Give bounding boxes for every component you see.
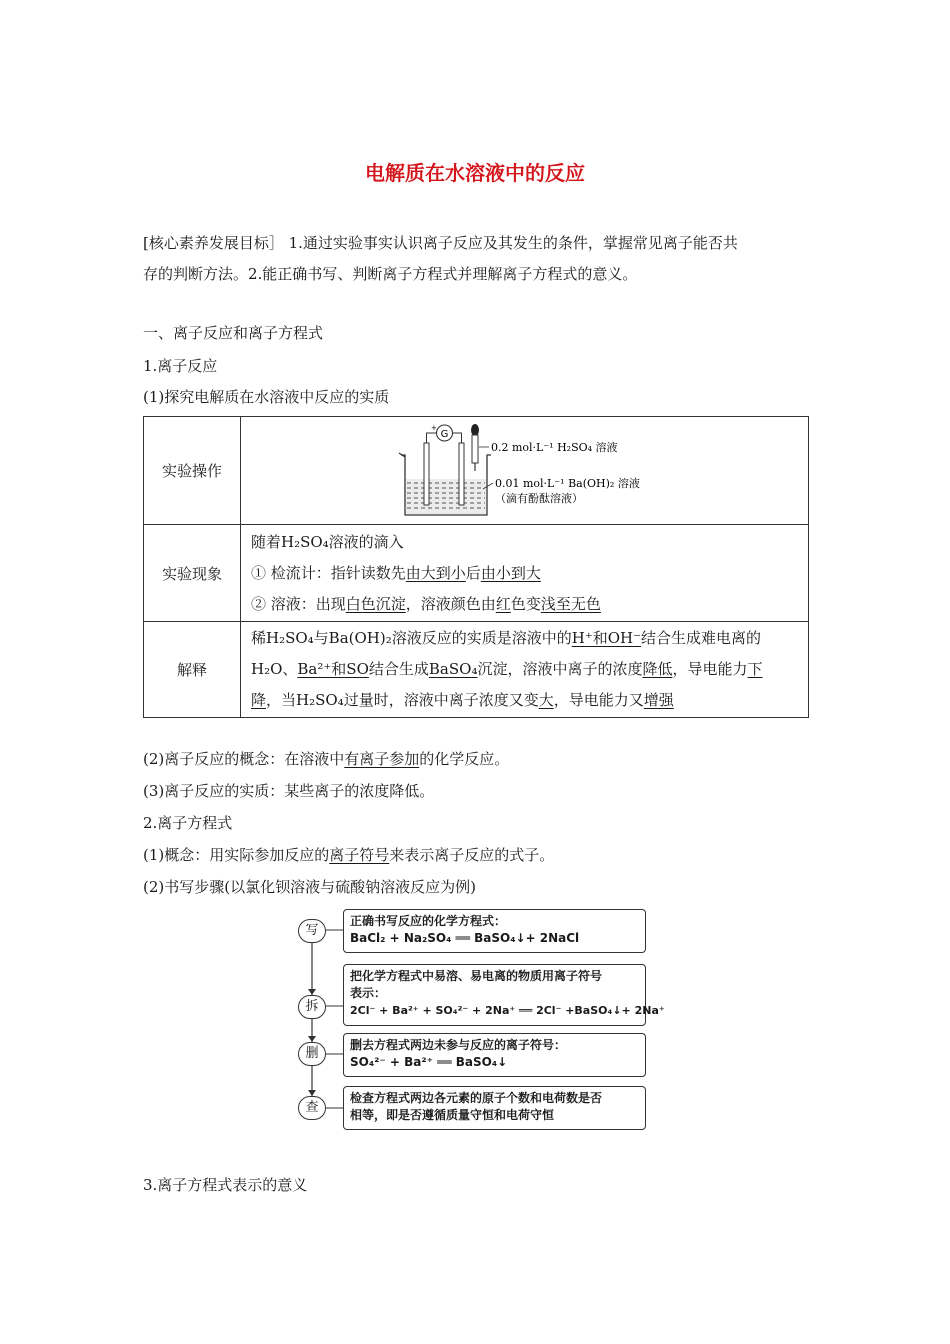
label-h2so4: 0.2 mol·L⁻¹ H₂SO₄ 溶液 — [491, 440, 618, 454]
blank-answer: 有离子参加 — [344, 750, 420, 768]
label-baoh2: 0.01 mol·L⁻¹ Ba(OH)₂ 溶液 — [495, 476, 640, 490]
subheading-meaning: 3.离子方程式表示的意义 — [143, 1176, 308, 1194]
step-check: 查 — [298, 1096, 326, 1120]
blank-answer: 降 — [251, 691, 267, 709]
subheading-explore: (1)探究电解质在水溶液中反应的实质 — [143, 388, 390, 406]
core-goals-line2: 存的判断方法。2.能正确书写、判断离子方程式并理解离子方程式的意义。 — [143, 265, 638, 283]
text: ，当H₂SO₄过量时，溶液中离子浓度又变 — [266, 691, 539, 709]
explanation-cell — [241, 622, 809, 718]
step-write: 写 — [298, 919, 326, 943]
text: ，导电能力 — [672, 660, 748, 678]
explanation-line1 — [251, 623, 808, 654]
step-box-check — [343, 1086, 646, 1130]
equation: 2Cl⁻ + Ba²⁺ + SO₄²⁻ + 2Na⁺ ══ 2Cl⁻ +BaSO₄↓+ 2Na⁺ — [350, 1004, 665, 1017]
page-title: 电解质在水溶液中的反应 — [365, 161, 585, 185]
paragraph-steps: (2)书写步骤(以氯化钡溶液与硫酸钠溶液反应为例) — [143, 878, 476, 896]
blank-answer: 白色沉淀 — [345, 594, 406, 613]
equation: BaCl₂ + Na₂SO₄ ══ BaSO₄↓+ 2NaCl — [350, 931, 580, 945]
text: 后 — [465, 563, 481, 582]
svg-text:+: + — [431, 423, 437, 432]
blank-answer: Ba²⁺和SO — [297, 660, 369, 678]
blank-answer: H⁺和OH⁻ — [571, 629, 642, 647]
text: 色变 — [510, 594, 541, 613]
box-text: 相等，即是否遵循质量守恒和电荷守恒 — [350, 1108, 555, 1122]
text: ② 溶液：出现 — [251, 594, 346, 613]
box-text: 检查方程式两边各元素的原子个数和电荷数是否 — [350, 1091, 603, 1105]
paragraph-concept — [143, 748, 509, 769]
writing-steps-flowchart — [298, 905, 665, 1131]
blank-answer: 由小到大 — [480, 563, 541, 582]
box-text: 表示： — [350, 986, 387, 1000]
blank-answer: 增强 — [643, 691, 674, 709]
apparatus-diagram — [391, 421, 651, 521]
apparatus-cell — [241, 417, 809, 525]
text: 的化学反应。 — [419, 750, 510, 768]
text: 结合生成 — [368, 660, 429, 678]
phenomenon-cell — [241, 525, 809, 622]
row-label-explanation: 解释 — [144, 622, 241, 718]
row-label-operation: 实验操作 — [144, 417, 241, 525]
blank-answer: 降低 — [642, 660, 673, 678]
text: ① 检流计：指针读数先 — [251, 563, 406, 582]
text: 沉淀，溶液中离子的浓度 — [477, 660, 643, 678]
text: ，导电能力又 — [553, 691, 644, 709]
text: 结合生成难电离的 — [641, 629, 762, 647]
subheading-ionic-equation: 2.离子方程式 — [143, 814, 233, 832]
experiment-table — [143, 416, 809, 718]
text: 来表示离子反应的式子。 — [389, 846, 555, 864]
box-text: 正确书写反应的化学方程式： — [350, 914, 507, 928]
paragraph-definition — [143, 844, 554, 865]
text: 稀H₂SO₄与Ba(OH)₂溶液反应的实质是溶液中的 — [251, 629, 572, 647]
step-box-delete — [343, 1033, 646, 1077]
step-box-split — [343, 964, 665, 1026]
step-box-write — [343, 909, 646, 953]
section-heading: 一、离子反应和离子方程式 — [143, 324, 324, 342]
explanation-line3 — [251, 685, 808, 716]
subheading-ion-reaction: 1.离子反应 — [143, 357, 218, 375]
text: (1)概念：用实际参加反应的 — [143, 846, 330, 864]
blank-answer: 红 — [495, 594, 511, 613]
phenomenon-line3 — [251, 589, 808, 620]
blank-answer: BaSO₄ — [428, 660, 478, 678]
blank-answer: 大 — [538, 691, 554, 709]
text: (2)离子反应的概念：在溶液中 — [143, 750, 345, 768]
step-split: 拆 — [298, 995, 326, 1019]
phenomenon-line2 — [251, 558, 808, 589]
blank-answer: 浅至无色 — [540, 594, 601, 613]
blank-answer: 离子符号 — [329, 846, 390, 864]
text: ，溶液颜色由 — [405, 594, 496, 613]
step-delete: 删 — [298, 1042, 326, 1066]
box-text: 删去方程式两边未参与反应的离子符号： — [350, 1038, 567, 1052]
explanation-line2 — [251, 654, 808, 685]
paragraph-essence: (3)离子反应的实质：某些离子的浓度降低。 — [143, 782, 435, 800]
box-text: 把化学方程式中易溶、易电离的物质用离子符号 — [350, 969, 603, 983]
blank-answer: 下 — [747, 660, 763, 678]
row-label-phenomenon: 实验现象 — [144, 525, 241, 622]
label-phenolphthalein: （滴有酚酞溶液） — [495, 491, 583, 505]
phenomenon-line1: 随着H₂SO₄溶液的滴入 — [251, 532, 404, 551]
blank-answer: 由大到小 — [405, 563, 466, 582]
core-goals-line1: [核心素养发展目标］ 1.通过实验事实认识离子反应及其发生的条件，掌握常见离子能否共 — [143, 234, 738, 252]
galvanometer-label: G — [440, 428, 449, 440]
equation: SO₄²⁻ + Ba²⁺ ══ BaSO₄↓ — [350, 1055, 508, 1069]
text: H₂O、 — [251, 660, 298, 678]
core-goals — [143, 228, 811, 290]
